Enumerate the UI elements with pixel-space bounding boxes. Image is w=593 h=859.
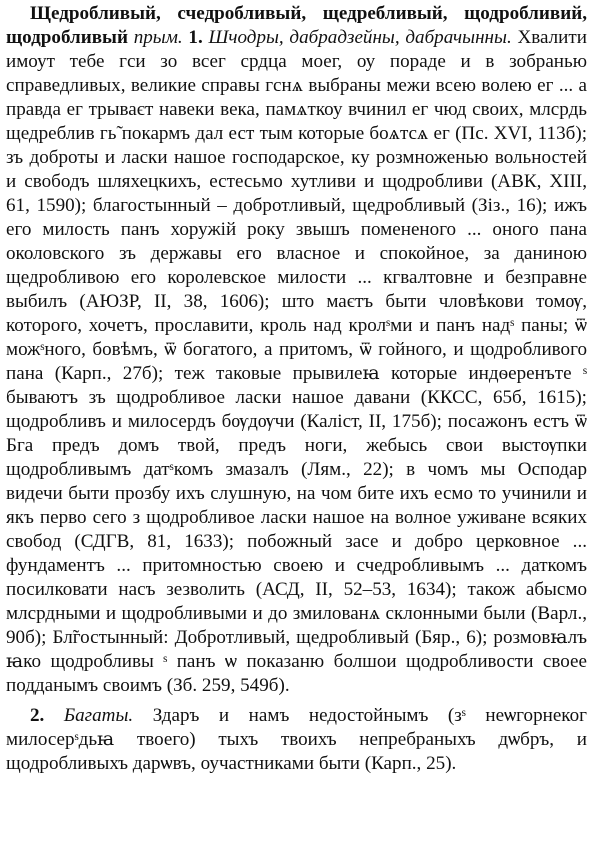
sense-body: Хвалити имоут тебе гси зо всег срдца моег, оу пораде и в зобранью справедливых, великие справы гснѧ выбраны межи всею волею ег ... а правда ег трываєт навеки века, памѧткоу вчинил ег чюд своих, млсрдь щедреблив гь̃ покармъ дал ест тым которые боѧтсѧ ег (Пс. XVI, 113б); зъ доброты и ласки нашое господарское, ку розмноженью вольностей и свободъ шляхецкихъ, естесьмо хутливи и щодробливи (АВК, XIII, 61, 1590); благостынный – добротливый, щедробливый (Зіз., 16); ижъ его милость панъ хоружій року звышъ помененого ... оного пана околовского зъ державы его власное и спокойное, за даниною щедробливою его королевское милости ... кгвалтовне и безправне выбилъ (АЮЗР, II, 38, 1606); што маєтъ быти чловѣкови томѹ, которого, хочетъ, прославити, кроль над кролˢми и панъ надˢ паны; ѿ можˢного, бовѣмъ, ѿ богатого, а притомъ, ѿ гойного, и щодробливого пана (Карп., 27б); теж таковые прывилеꙗ которые индѳеренъте ˢ бываютъ зъ щодробливое ласки нашое давани (ККСС, 65б, 1615); щодробливъ и милосердъ бѹдѹчи (Каліст, II, 175б); посажонъ естъ ѿ Бга предъ домъ твой, предъ ноги, жебысь свои выстѹпки щодробливымъ датˢкомъ змазалъ (Лям., 22); в чомъ мы Осподар видечи быти прозбу ихъ слушную, на чом бите ихъ есмо то учинили и якъ перво сего з щодробливое ласки нашое на волное уживане всяких свобод (СДГВ, 81, 1633); побожный засе и добро церковное ... фундаментъ ... притомностью своею и счедробливымъ ... даткомъ посилковати насъ зезволить (АСД, II, 52–53, 1634); також абысмо млсрдными и щодробливыми и до змилованѧ склонными были (Варл., 90б); Бл̃гостынный: Добротливый, щедробливый (Бяр., 6); розмовꙗлъ ꙗко щодробливы ˢ панъ ѡ показаню болшои щодробливости своее подданымъ своимъ (Зб. 259, 549б). (6, 27, 587, 696)
sense-body: Здаръ и намъ недостойнымъ (зˢ неѡгорнеког милосерˢдьꙗ твоего) тыхъ твоихъ непребраныхъ дѡбръ, и щодробливыхъ дарѡвъ, оучастниками быти (Карп., 25). (6, 705, 587, 774)
sense-gloss: Багаты. (63, 705, 134, 726)
dictionary-entry (6, 2, 587, 776)
sense-number: 1. (188, 27, 203, 48)
sense-gloss: Шчодры, дабрадзейны, дабрачынны. (208, 27, 512, 48)
entry-headword: Щедробливый, счедробливый, щедребливый, щодробливий, щодробливый (6, 3, 587, 48)
entry-sense-1 (6, 2, 587, 698)
part-of-speech: прым. (133, 27, 183, 48)
sense-number: 2. (30, 705, 45, 726)
entry-sense-2 (6, 704, 587, 776)
